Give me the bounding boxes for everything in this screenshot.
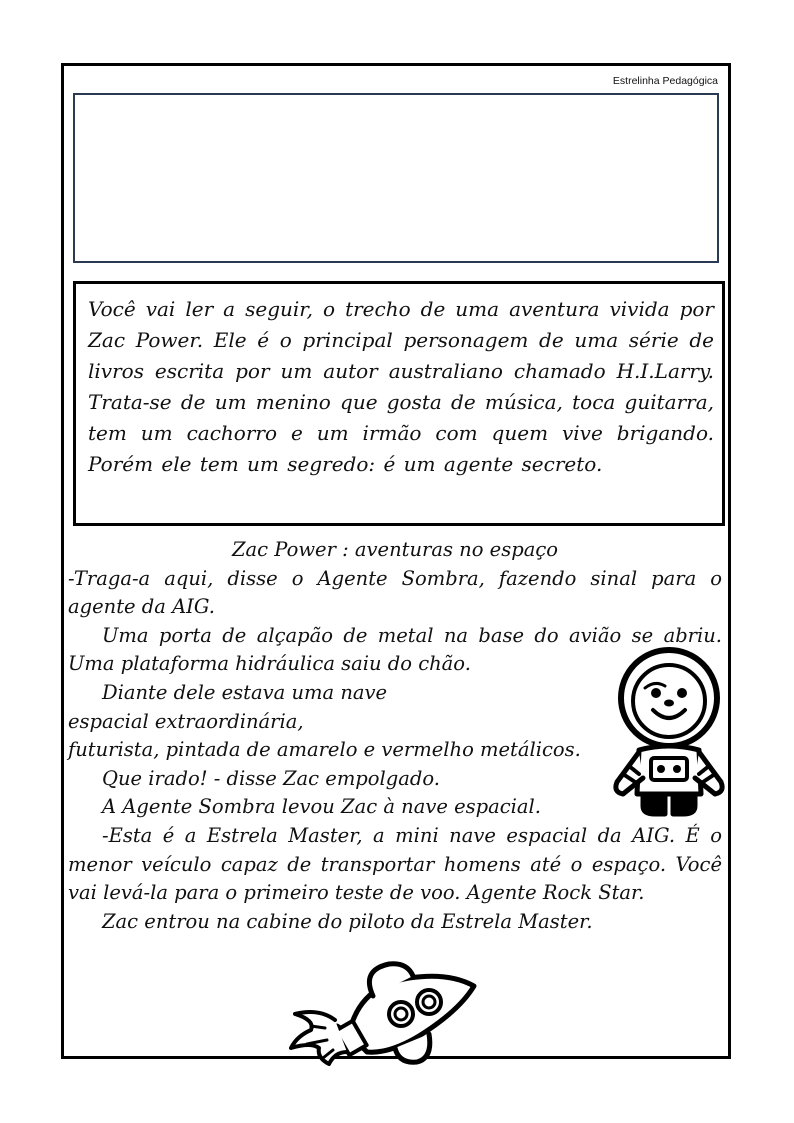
- astronaut-icon: [609, 646, 729, 818]
- story-paragraph: espacial extraordinária,: [68, 709, 304, 733]
- story-paragraph: Diante dele estava uma nave: [102, 680, 388, 704]
- intro-text: Você vai ler a seguir, o trecho de uma aventura vivida por Zac Power. Ele é o principal personagem de uma série de livros escrita por um autor australiano chamado H.I.Larry. Trata-se de um menino que gosta de música, toca guitarra, tem um cachorro e um irmão com quem vive brigando. Porém ele tem um segredo: é um agente secreto.: [88, 297, 714, 476]
- brand-label: Estrelinha Pedagógica: [612, 75, 718, 87]
- story-paragraph: Que irado! - disse Zac empolgado.: [102, 766, 440, 790]
- drawing-box: [73, 93, 719, 263]
- page-frame: [61, 63, 731, 1059]
- story-paragraph: Zac entrou na cabine do piloto da Estrela Master.: [102, 909, 593, 933]
- story-paragraph: futurista, pintada de amarelo e vermelho metálicos.: [68, 738, 581, 762]
- story-title: Zac Power : aventuras no espaço: [232, 538, 558, 561]
- story-paragraph: Uma porta de alçapão de metal na base do avião se abriu. Uma plataforma hidráulica saiu do chão.: [68, 623, 722, 676]
- intro-box: [73, 281, 725, 526]
- story-paragraph: -Esta é a Estrela Master, a mini nave espacial da AIG. É o menor veículo capaz de transportar homens até o espaço. Você vai levá-la para o primeiro teste de voo. Agente Rock Star.: [68, 823, 722, 905]
- story-paragraph: -Traga-a aqui, disse o Agente Sombra, fazendo sinal para o agente da AIG.: [68, 566, 722, 619]
- story-paragraph: A Agente Sombra levou Zac à nave espacial.: [102, 795, 541, 819]
- rocket-icon: [289, 956, 479, 1066]
